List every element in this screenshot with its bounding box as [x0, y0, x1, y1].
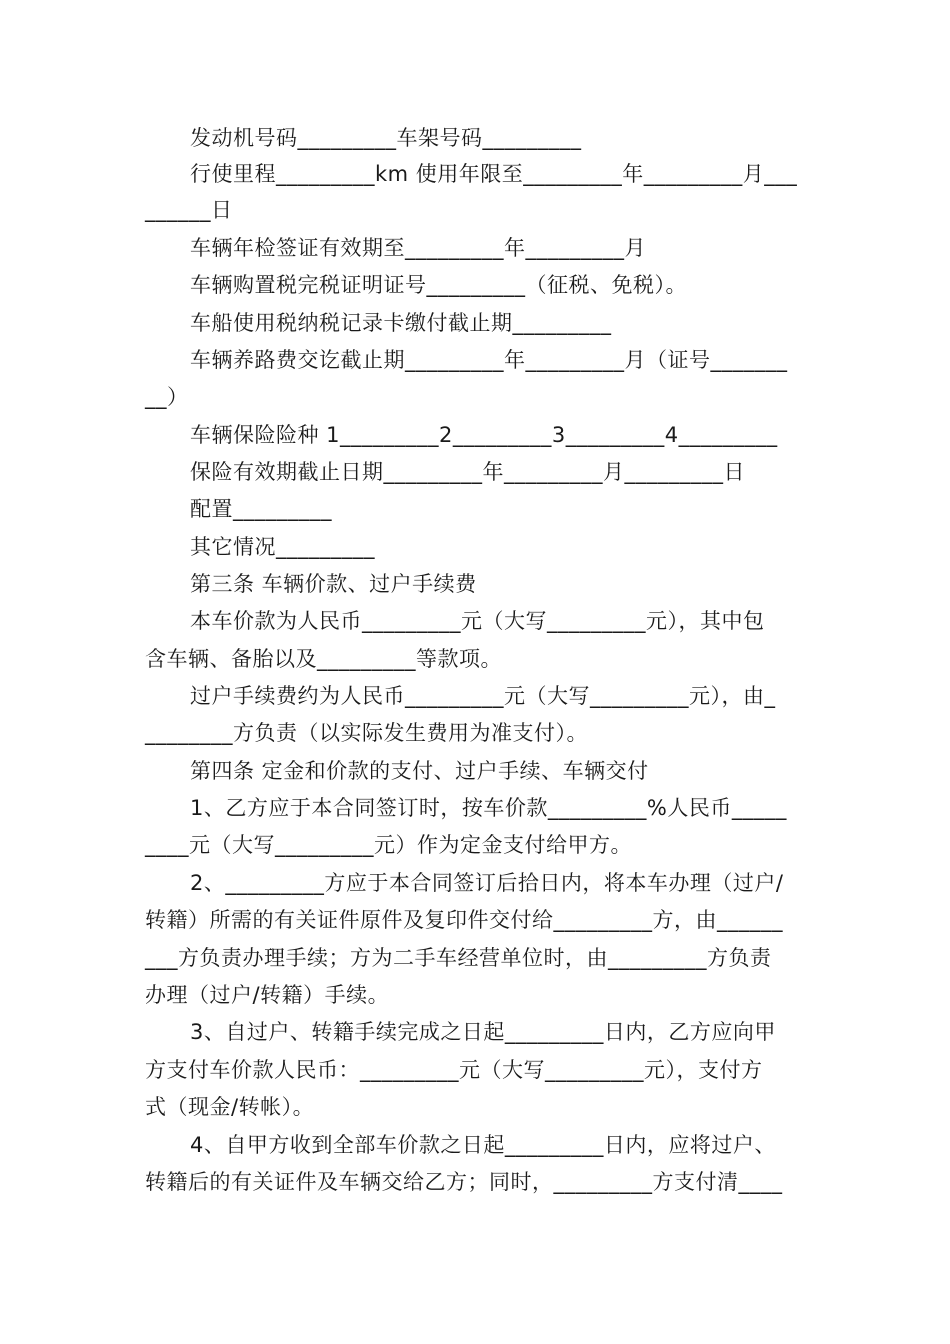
clause-one-line: 1、乙方应于本合同签订时，按车价款_________%人民币_____ [190, 796, 787, 820]
clause-two-continuation-line-2: ___方负责办理手续；方为二手车经营单位时，由_________方负责 [145, 946, 772, 970]
vehicle-price-continuation-line: 含车辆、备胎以及_________等款项。 [145, 647, 502, 671]
clause-four-continuation-line: 转籍后的有关证件及车辆交给乙方；同时，_________方支付清____ [145, 1170, 783, 1194]
vessel-tax-line: 车船使用税纳税记录卡缴付截止期_________ [190, 311, 612, 335]
article-three-heading: 第三条 车辆价款、过户手续费 [190, 572, 477, 596]
clause-one-continuation-line: ____元（大写_________元）作为定金支付给甲方。 [145, 833, 632, 857]
clause-four-line: 4、自甲方收到全部车价款之日起_________日内，应将过户、 [190, 1133, 776, 1157]
clause-two-continuation-line-1: 转籍）所需的有关证件原件及复印件交付给_________方，由______ [145, 908, 783, 932]
mileage-usage-limit-line: 行使里程_________km 使用年限至_________年_________月___ [190, 162, 798, 186]
transfer-fee-continuation-line: ________方负责（以实际发生费用为准支付）。 [145, 721, 588, 745]
article-four-heading: 第四条 定金和价款的支付、过户手续、车辆交付 [190, 759, 649, 783]
insurance-expiry-line: 保险有效期截止日期_________年_________月_________日 [190, 460, 745, 484]
other-conditions-line: 其它情况_________ [190, 535, 375, 559]
vehicle-price-line: 本车价款为人民币_________元（大写_________元），其中包 [190, 609, 765, 633]
road-fee-continuation-line: __） [145, 385, 189, 409]
clause-three-continuation-line-2: 式（现金/转帐）。 [145, 1095, 315, 1119]
clause-three-line: 3、自过户、转籍手续完成之日起_________日内，乙方应向甲 [190, 1020, 776, 1044]
clause-two-continuation-line-3: 办理（过户/转籍）手续。 [145, 983, 390, 1007]
transfer-fee-line: 过户手续费约为人民币_________元（大写_________元），由_ [190, 684, 776, 708]
engine-frame-number-line: 发动机号码_________车架号码_________ [190, 126, 582, 150]
annual-inspection-line: 车辆年检签证有效期至_________年_________月 [190, 236, 646, 260]
configuration-line: 配置_________ [190, 497, 332, 521]
clause-three-continuation-line-1: 方支付车价款人民币：_________元（大写_________元），支付方 [145, 1058, 763, 1082]
insurance-types-line: 车辆保险险种 1_________2_________3_________4_________ [190, 423, 778, 447]
road-fee-line: 车辆养路费交讫截止期_________年_________月（证号_______ [190, 348, 788, 372]
purchase-tax-line: 车辆购置税完税证明证号_________（征税、免税）。 [190, 273, 687, 297]
clause-two-line: 2、_________方应于本合同签订后拾日内，将本车办理（过户/ [190, 871, 784, 895]
usage-limit-day-line: ______日 [145, 198, 233, 222]
